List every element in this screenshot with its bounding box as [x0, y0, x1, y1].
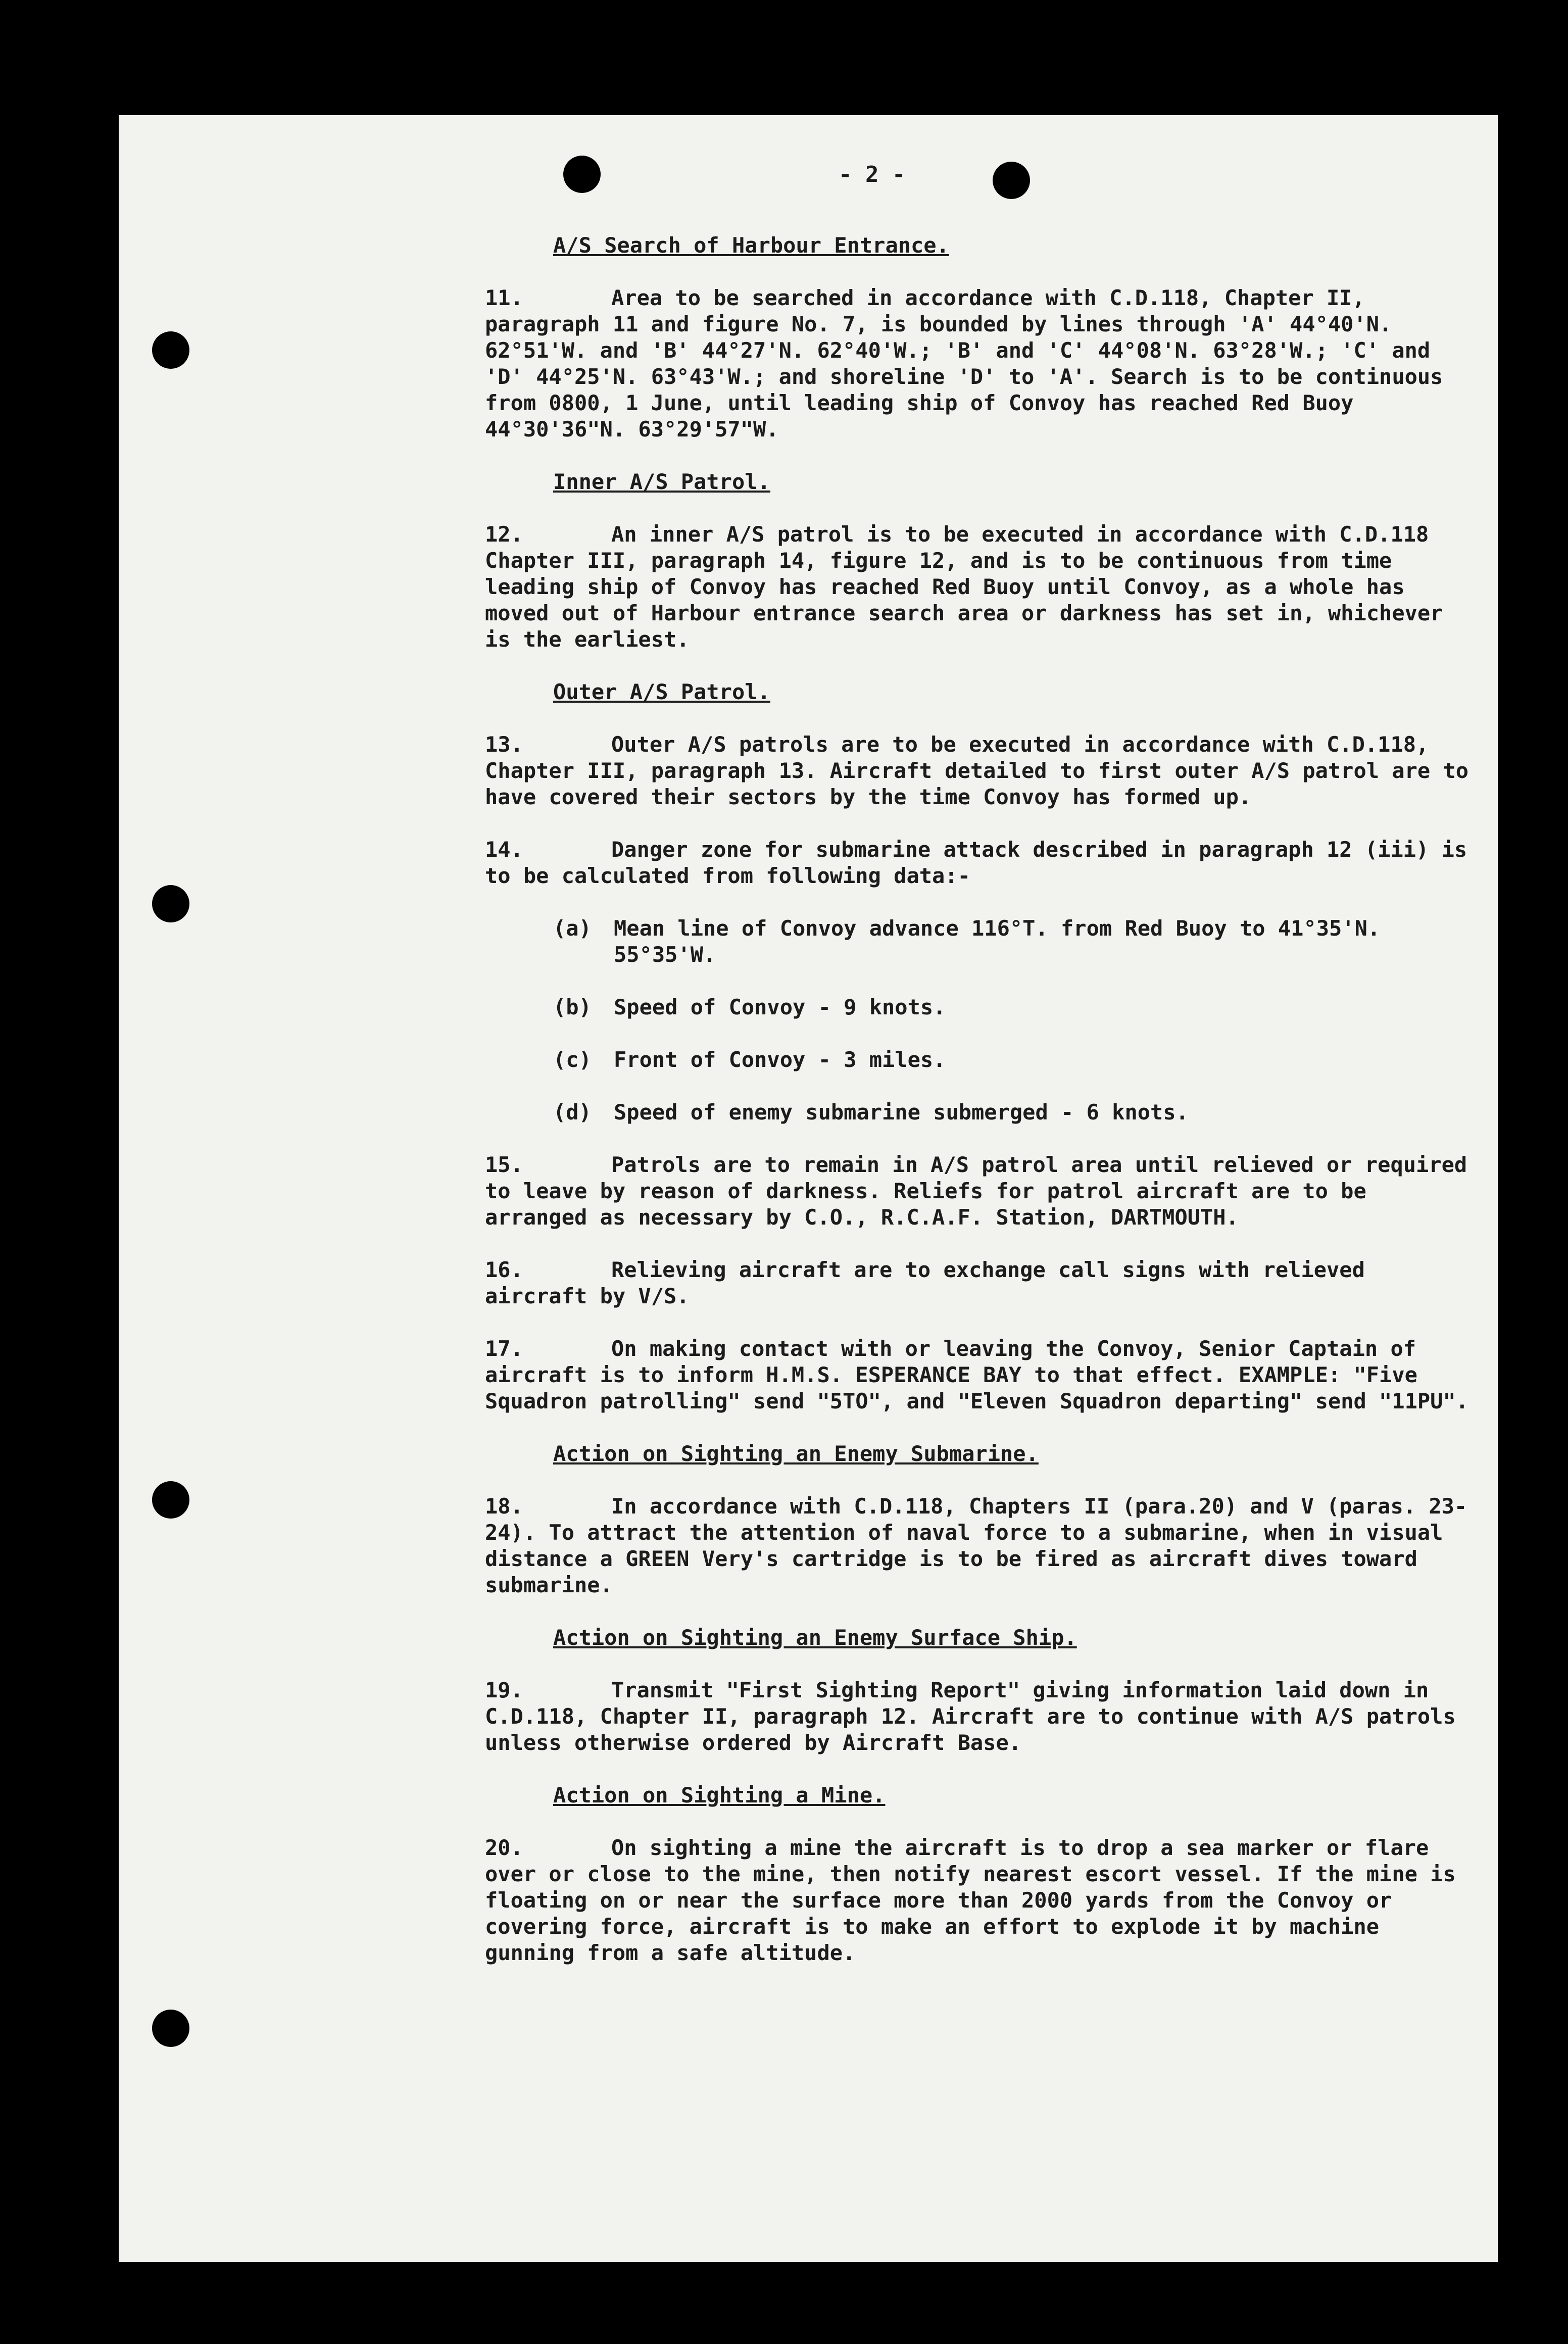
punch-hole [152, 1481, 189, 1519]
section-heading: Action on Sighting an Enemy Submarine. [553, 1441, 1039, 1466]
paragraph-text: Transmit "First Sighting Report" giving information laid down in C.D.118, Chapter II, paragraph 12. Aircraft are to continue with A/S patrols unless otherwise ordered by Aircraft Base. [485, 1678, 1469, 1755]
paragraph-number: 12. [485, 522, 523, 547]
paragraph [485, 1336, 1470, 1414]
list-item [553, 915, 1470, 968]
paragraph [485, 1677, 1470, 1756]
paragraph [485, 1257, 1470, 1309]
paragraph [485, 285, 1470, 443]
paragraph [485, 1835, 1470, 1966]
section-heading: Action on Sighting a Mine. [553, 1783, 886, 1808]
list-item-label: (a) [553, 916, 592, 941]
punch-hole [152, 885, 189, 922]
paragraph-number: 15. [485, 1152, 523, 1177]
paragraph [485, 837, 1480, 889]
paragraph-number: 13. [485, 732, 523, 757]
paragraph-text: In accordance with C.D.118, Chapters II (para.20) and V (paras. 23-24). To attract the attention of naval force to a submarine, when in visual distance a GREEN Very's cartridge is to be fired as aircraft dives toward submarine. [485, 1494, 1467, 1597]
list-item-text: Speed of enemy submarine submerged - 6 knots. [614, 1100, 1189, 1125]
list-item-label: (d) [553, 1100, 592, 1125]
paragraph-text: Relieving aircraft are to exchange call signs with relieved aircraft by V/S. [485, 1257, 1378, 1308]
section-heading: Outer A/S Patrol. [553, 679, 770, 704]
list-item-text: Mean line of Convoy advance 116°T. from Red Buoy to 41°35'N. 55°35'W. [614, 916, 1381, 967]
paragraph-text: Danger zone for submarine attack described in paragraph 12 (iii) is to be calculated from following data:- [485, 837, 1480, 888]
paragraph-text: An inner A/S patrol is to be executed in accordance with C.D.118 Chapter III, paragraph 14, figure 12, and is to be continuous from time leading ship of Convoy has reached Red Buoy until Convoy, as a whole has moved out of Harbour entrance search area or darkness has set in, whichever is the earliest. [485, 522, 1456, 652]
paragraph-number: 11. [485, 285, 523, 310]
paragraph-text: On making contact with or leaving the Convoy, Senior Captain of aircraft is to inform H.M.S. ESPERANCE BAY to that effect. EXAMPLE: "Five Squadron patrolling" send "5TO", and "Eleven Squadron departing" send "11PU". [485, 1336, 1469, 1413]
paragraph-number: 14. [485, 837, 523, 862]
list-item-label: (c) [553, 1047, 592, 1072]
list-item-label: (b) [553, 995, 592, 1019]
punch-hole [563, 156, 601, 193]
paragraph [485, 731, 1482, 810]
section-heading: Inner A/S Patrol. [553, 469, 770, 494]
paragraph [485, 1152, 1480, 1231]
list-item [553, 1047, 1470, 1073]
paragraph-number: 17. [485, 1336, 523, 1361]
page-number: - 2 - [839, 162, 906, 187]
punch-hole [993, 162, 1030, 199]
paragraph-text: On sighting a mine the aircraft is to drop a sea marker or flare over or close to the mine, then notify nearest escort vessel. If the mine is floating on or near the surface more than 2000 yards from the Convoy or covering force, aircraft is to make an effort to explode it by machine gunning from a safe altitude. [485, 1835, 1469, 1965]
paragraph [485, 521, 1470, 653]
document-body [485, 232, 1482, 1992]
list-item-text: Speed of Convoy - 9 knots. [614, 995, 946, 1019]
paragraph-number: 19. [485, 1678, 523, 1702]
list-item [553, 1099, 1470, 1126]
punch-hole [152, 2010, 189, 2047]
paragraph-text: Outer A/S patrols are to be executed in accordance with C.D.118, Chapter III, paragraph 13. Aircraft detailed to first outer A/S patrol are to have covered their sectors by the time Convoy has formed up. [485, 732, 1482, 809]
punch-hole [152, 331, 189, 369]
list-item-text: Front of Convoy - 3 miles. [614, 1047, 946, 1072]
section-heading: A/S Search of Harbour Entrance. [553, 233, 949, 258]
paragraph-text: Area to be searched in accordance with C.D.118, Chapter II, paragraph 11 and figure No. 7, is bounded by lines through 'A' 44°40'N. 62°51'W. and 'B' 44°27'N. 62°40'W.; 'B' and 'C' 44°08'N. 63°28'W.; 'C' and 'D' 44°25'N. 63°43'W.; and shoreline 'D' to 'A'. Search is to be continuous from 0800, 1 June, until leading ship of Convoy has reached Red Buoy 44°30'36"N. 63°29'57"W. [485, 285, 1456, 442]
paragraph-text: Patrols are to remain in A/S patrol area until relieved or required to leave by reason of darkness. Reliefs for patrol aircraft are to be arranged as necessary by C.O., R.C.A.F. Station, DARTMOUTH. [485, 1152, 1480, 1230]
list-item [553, 994, 1470, 1020]
section-heading: Action on Sighting an Enemy Surface Ship. [553, 1625, 1077, 1650]
paragraph-number: 20. [485, 1835, 523, 1860]
paragraph [485, 1493, 1470, 1598]
paragraph-number: 18. [485, 1494, 523, 1519]
paragraph-number: 16. [485, 1257, 523, 1282]
